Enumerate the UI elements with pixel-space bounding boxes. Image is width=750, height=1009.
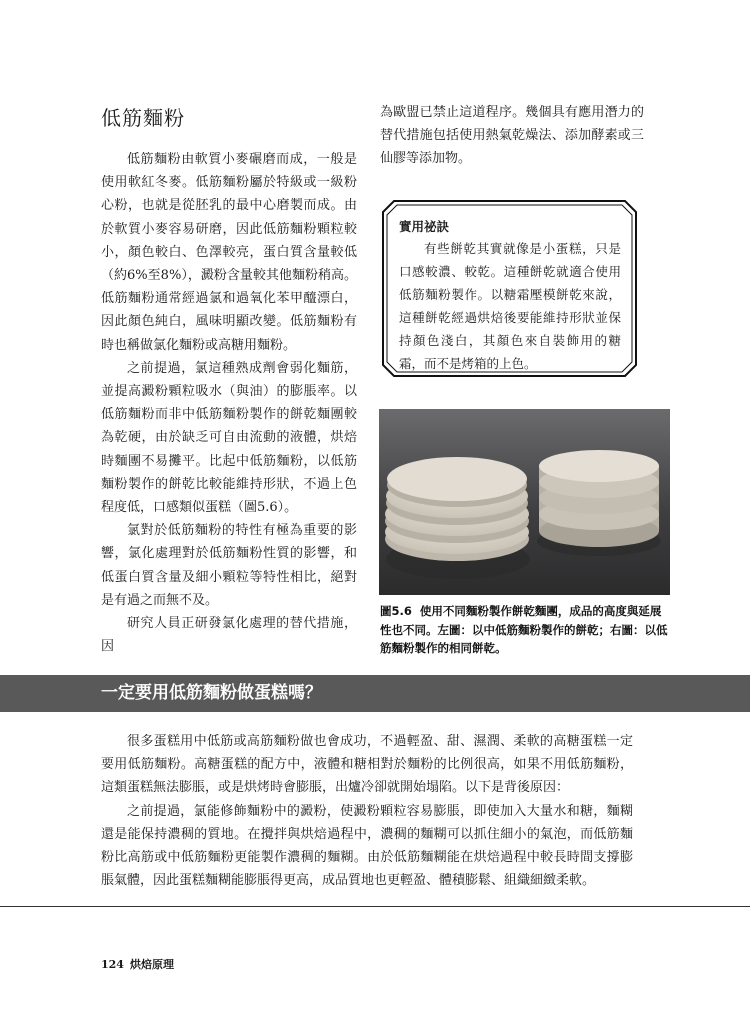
- footer-divider: [0, 906, 750, 907]
- book-title: 烘焙原理: [129, 958, 174, 971]
- paragraph: 氯對於低筋麵粉的特性有極為重要的影響，氯化處理對於低筋麵粉性質的影響，和低蛋白質含量及細小顆粒等特性相比，絕對是有過之而無不及。: [101, 523, 357, 608]
- practical-tip-box: [382, 200, 637, 377]
- banner-section-text: [101, 730, 633, 892]
- paragraph: 之前提過，氯能修飾麵粉中的澱粉，使澱粉顆粒容易膨脹，即使加入大量水和糖，麵糊還是能保持濃稠的質地。在攪拌與烘焙過程中，濃稠的麵糊可以抓住細小的氣泡，而低筋麵粉比高筋或中低筋麵粉更能製作濃稠的麵糊。由於低筋麵糊能在烘焙過程中較長時間支撐膨脹氣體，因此蛋糕麵糊能膨脹得更高，成品質地也更輕盈、體積膨鬆、組織細緻柔軟。: [101, 803, 633, 889]
- figure-caption-text: 使用不同麵粉製作餅乾麵團，成品的高度與延展性也不同。左圖：以中低筋麵粉製作的餅乾；右圖：以低筋麵粉製作的相同餅乾。: [380, 604, 668, 655]
- banner-title: 一定要用低筋麵粉做蛋糕嗎？: [101, 683, 322, 703]
- cookie-comparison-photo: [379, 409, 670, 595]
- section-banner: [0, 675, 750, 712]
- figure-caption: [380, 602, 672, 658]
- tip-body: 有些餅乾其實就像是小蛋糕，只是口感較濃、較乾。這種餅乾就適合使用低筋麵粉製作。以糖霜壓模餅乾來說，這種餅乾經過烘焙後要能維持形狀並保持顏色淺白，其顏色來自裝飾用的糖霜，而不是烤箱的上色。: [399, 241, 621, 371]
- paragraph: 很多蛋糕用中低筋或高筋麵粉做也會成功，不過輕盈、甜、濕潤、柔軟的高糖蛋糕一定要用低筋麵粉。高糖蛋糕的配方中，液體和糖相對於麵粉的比例很高，如果不用低筋麵粉，這類蛋糕無法膨脹，或是烘烤時會膨脹，出爐冷卻就開始塌陷。以下是背後原因：: [101, 734, 633, 796]
- section-title: 低筋麵粉: [101, 106, 185, 130]
- page-number: 124: [101, 958, 124, 971]
- figure-number: 圖5.6: [380, 604, 412, 618]
- page-footer: [101, 956, 174, 972]
- paragraph: 研究人員正研發氯化處理的替代措施，因: [101, 616, 357, 655]
- left-column-text: [101, 148, 357, 658]
- right-column-text: [380, 101, 644, 171]
- paragraph: 低筋麵粉由軟質小麥碾磨而成，一般是使用軟紅冬麥。低筋麵粉屬於特級或一級粉心粉，也就是從胚乳的最中心磨製而成。由於軟質小麥容易研磨，因此低筋麵粉顆粒較小，顏色較白、色澤較亮，蛋白質含量較低（約6%至8%），澱粉含量較其他麵粉稍高。低筋麵粉通常經過氯和過氧化苯甲醯漂白，因此顏色純白，風味明顯改變。低筋麵粉有時也稱做氯化麵粉或高糖用麵粉。: [101, 152, 357, 353]
- paragraph: 之前提過，氯這種熟成劑會弱化麵筋，並提高澱粉顆粒吸水（與油）的膨脹率。以低筋麵粉而非中低筋麵粉製作的餅乾麵團較為乾硬，由於缺乏可自由流動的液體，烘焙時麵團不易攤平。比起中低筋麵粉，以低筋麵粉製作的餅乾比較能維持形狀，不過上色程度低，口感類似蛋糕（圖5.6）。: [101, 360, 357, 516]
- tip-title: 實用祕訣: [399, 219, 450, 234]
- paragraph-continuation: 為歐盟已禁止這道程序。幾個具有應用潛力的替代措施包括使用熱氣乾燥法、添加酵素或三仙膠等添加物。: [380, 105, 644, 167]
